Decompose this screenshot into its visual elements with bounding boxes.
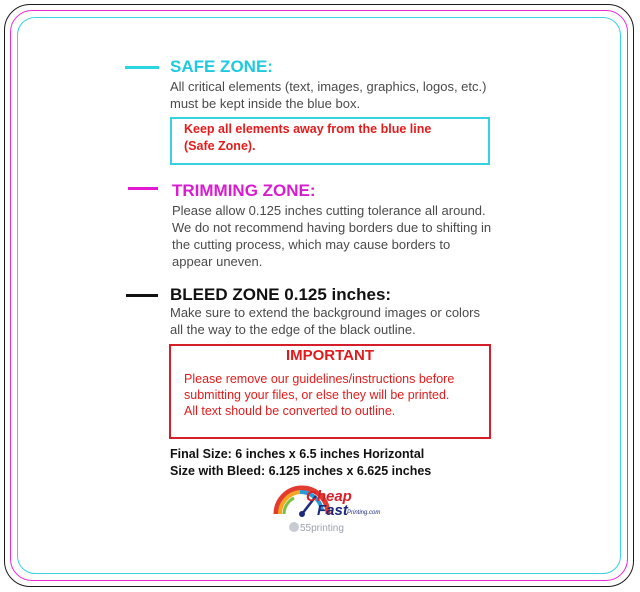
- bleed-zone-legend-line: [126, 294, 158, 297]
- safe-zone-legend-line: [125, 66, 159, 69]
- important-line: All text should be converted to outline.: [184, 404, 396, 418]
- safe-zone-description: [170, 78, 510, 112]
- logo-word-fast: Fast: [317, 502, 348, 519]
- important-line: Please remove our guidelines/instructions before: [184, 372, 455, 386]
- safe-zone-line: must be kept inside the blue box.: [170, 96, 361, 111]
- safe-zone-note-line: (Safe Zone).: [184, 139, 256, 153]
- safe-zone-heading: SAFE ZONE:: [170, 57, 273, 76]
- important-line: submitting your files, or else they will be printed.: [184, 388, 450, 402]
- trimming-zone-heading: TRIMMING ZONE:: [172, 181, 316, 200]
- important-title: IMPORTANT: [285, 347, 375, 364]
- logo-word-printing: Printing.com: [347, 510, 381, 516]
- bleed-zone-description: [170, 304, 500, 338]
- trimming-zone-line: the cutting process, which may cause borders to: [172, 237, 451, 252]
- final-size: Final Size: 6 inches x 6.5 inches Horizontal: [170, 447, 425, 461]
- trimming-zone-description: [172, 202, 522, 270]
- important-message: [184, 371, 484, 419]
- bleed-zone-line: Make sure to extend the background images or colors: [170, 305, 481, 320]
- safe-zone-line: All critical elements (text, images, graphics, logos, etc.): [170, 79, 487, 94]
- size-with-bleed: Size with Bleed: 6.125 inches x 6.625 inches: [170, 464, 432, 478]
- logo-sub-brand: 55printing: [300, 523, 344, 534]
- bleed-zone-heading: BLEED ZONE 0.125 inches:: [170, 285, 392, 304]
- trimming-zone-legend-line: [128, 187, 158, 190]
- logo-word-cheap: Cheap: [306, 488, 352, 505]
- safe-zone-note: [184, 121, 484, 155]
- trimming-zone-line: We do not recommend having borders due to shifting in: [172, 220, 492, 235]
- trimming-zone-line: appear uneven.: [172, 254, 263, 269]
- trimming-zone-line: Please allow 0.125 inches cutting tolerance all around.: [172, 203, 486, 218]
- safe-zone-note-line: Keep all elements away from the blue line: [184, 122, 432, 136]
- bleed-zone-line: all the way to the edge of the black outline.: [170, 322, 416, 337]
